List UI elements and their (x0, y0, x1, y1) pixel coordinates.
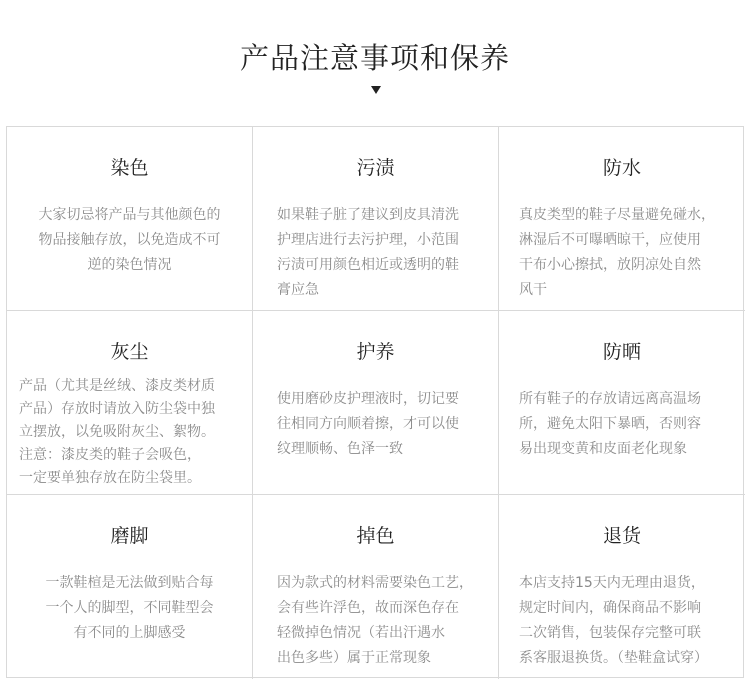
cell-body: 如果鞋子脏了建议到皮具清洗 护理店进行去污护理，小范围 污渍可用颜色相近或透明的鞋 膏应急 (277, 207, 459, 298)
cell-body: 本店支持15天内无理由退货， 规定时间内，确保商品不影响 二次销售，包装保存完整可联 系客服退换货。（垫鞋盒试穿） (519, 575, 708, 666)
care-grid (6, 126, 744, 678)
care-cell-fading (253, 495, 499, 679)
care-cell-waterproof (499, 127, 745, 311)
cell-title: 染色 (110, 157, 149, 179)
care-cell-stains (253, 127, 499, 311)
cell-title: 污渍 (356, 157, 395, 179)
care-cell-returns (499, 495, 745, 679)
cell-title: 掉色 (356, 525, 395, 547)
cell-body: 大家切忌将产品与其他颜色的 物品接触存放，以免造成不可 逆的染色情况 (38, 207, 221, 273)
care-cell-sunproof (499, 311, 745, 495)
cell-title: 灰尘 (110, 341, 149, 363)
care-cell-dyeing (7, 127, 253, 311)
caret-down-icon (371, 86, 381, 94)
care-cell-dust (7, 311, 253, 495)
care-cell-maintenance (253, 311, 499, 495)
cell-title: 退货 (602, 525, 641, 547)
cell-body: 使用磨砂皮护理液时，切记要 往相同方向顺着擦，才可以使 纹理顺畅、色泽一致 (277, 391, 459, 457)
cell-body: 真皮类型的鞋子尽量避免碰水， 淋湿后不可曝晒晾干，应使用 干布小心擦拭，放阴凉处自然 风干 (519, 207, 715, 298)
cell-title: 磨脚 (110, 525, 149, 547)
page-title: 产品注意事项和保养 (239, 41, 510, 75)
cell-title: 防晒 (602, 341, 641, 363)
cell-body: 因为款式的材料需要染色工艺， 会有些许浮色，故而深色存在 轻微掉色情况（若出汗遇水 出色多些）属于正常现象 (277, 575, 473, 666)
cell-body: 产品（尤其是丝绒、漆皮类材质 产品）存放时请放入防尘袋中独 立摆放，以免吸附灰尘、絮物。 注意：漆皮类的鞋子会吸色， 一定要单独存放在防尘袋里。 (19, 378, 215, 486)
cell-body: 一款鞋楦是无法做到贴合每 一个人的脚型，不同鞋型会 有不同的上脚感受 (45, 575, 214, 641)
cell-title: 护养 (356, 341, 395, 363)
cell-body: 所有鞋子的存放请远离高温场 所，避免太阳下暴晒，否则容 易出现变黄和皮面老化现象 (519, 391, 701, 457)
care-cell-chafing (7, 495, 253, 679)
cell-title: 防水 (602, 157, 641, 179)
